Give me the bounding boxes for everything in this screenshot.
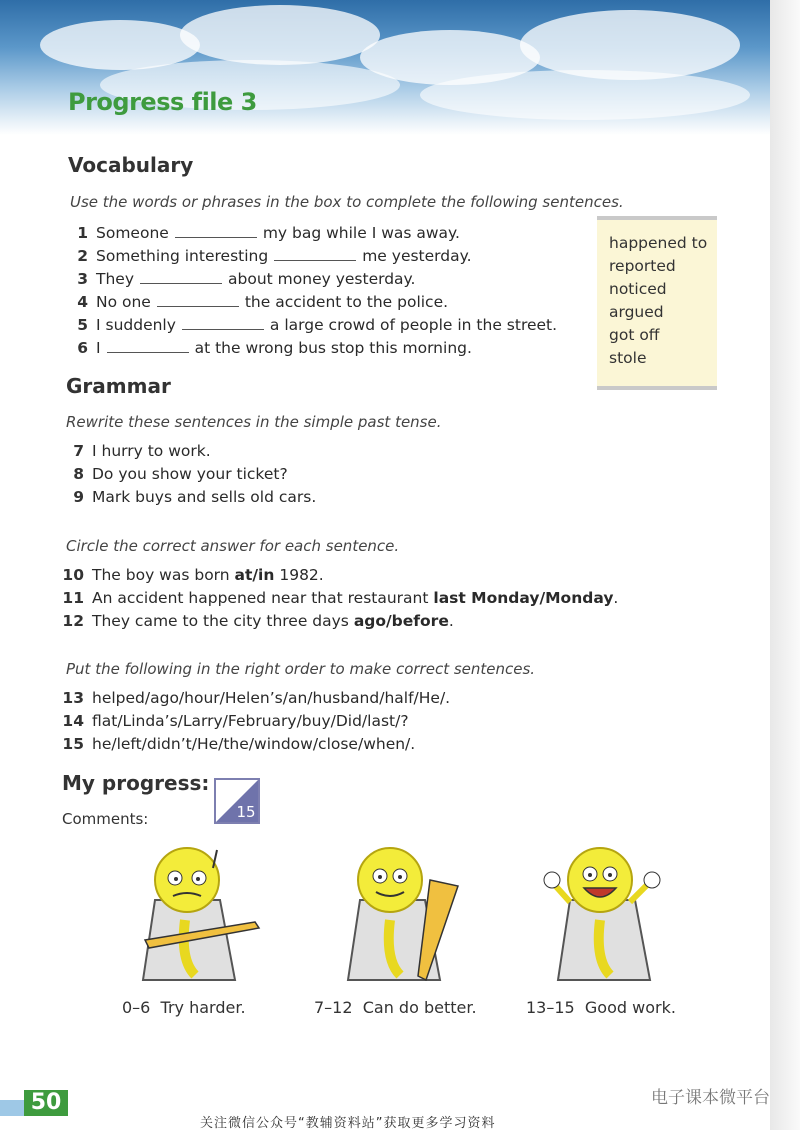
item-number: 12 [62,612,84,630]
score-value: 15 [236,803,256,821]
word-option: got off [609,326,660,344]
vocabulary-item [60,315,557,338]
my-progress-heading: My progress: [62,771,210,795]
sentence-start: An accident happened near that restaurant [92,589,434,607]
page-number-bar [0,1100,24,1116]
item-number: 11 [62,589,84,607]
grammar-item [56,689,450,712]
grammar-item [56,735,450,758]
word-option: argued [609,303,664,321]
grammar-list-1 [56,442,316,511]
sentence [96,223,460,242]
comments-label: Comments: [62,810,149,828]
grammar-heading: Grammar [66,374,171,398]
word-option: stole [609,349,647,367]
vocabulary-list [60,223,557,361]
item-number: 1 [77,224,88,242]
item-number: 6 [77,339,88,357]
grammar-item [56,612,618,635]
item-number: 10 [62,566,84,584]
sentence-end: me yesterday. [362,247,472,265]
sentence-start: Something interesting [96,247,269,265]
answer-options[interactable]: at/in [234,566,275,584]
vocabulary-item [60,292,557,315]
sentence-start: They came to the city three days [92,612,354,630]
item-number: 8 [73,465,84,483]
sentence [92,612,454,630]
sentence-start: Someone [96,224,169,242]
grammar-item [56,442,316,465]
sentence-start: They [96,270,135,288]
answer-blank[interactable] [182,315,264,330]
answer-options[interactable]: last Monday/Monday [433,589,614,607]
sentence [96,315,557,334]
sentence [92,566,324,584]
sentence-end: the accident to the police. [244,293,449,311]
word-option: noticed [609,280,667,298]
sentence-end: 1982. [274,566,324,584]
item-number: 14 [62,712,84,730]
sentence [96,246,472,265]
level-good-work: 13–15 Good work. [526,998,676,1017]
vocabulary-item [60,269,557,292]
grammar-item [56,712,450,735]
thinking-bulb-icon [330,840,470,990]
page-title: Progress file 3 [68,88,257,116]
sentence-end: . [448,612,454,630]
answer-blank[interactable] [107,338,189,353]
level-can-do-better: 7–12 Can do better. [314,998,477,1017]
sentence [96,292,448,311]
grammar-instruction-2: Circle the correct answer for each sentence. [66,537,400,555]
grammar-instruction-1: Rewrite these sentences in the simple past tense. [66,413,442,431]
sentence [92,589,618,607]
sentence-start: I [96,339,101,357]
vocabulary-instruction: Use the words or phrases in the box to complete the following sentences. [70,193,624,211]
answer-blank[interactable] [140,269,222,284]
vocabulary-heading: Vocabulary [68,153,194,177]
vocabulary-item [60,223,557,246]
grammar-item [56,488,316,511]
word-option: reported [609,257,676,275]
item-number: 15 [62,735,84,753]
sentence-start: No one [96,293,151,311]
watermark: 电子课本微平台 [651,1088,770,1108]
sentence-end: . [613,589,619,607]
item-number: 13 [62,689,84,707]
sentence-end: a large crowd of people in the street. [269,316,558,334]
answer-blank[interactable] [274,246,356,261]
grammar-list-3 [56,689,450,758]
sentence-end: at the wrong bus stop this morning. [194,339,472,357]
vocabulary-item [60,246,557,269]
answer-blank[interactable] [157,292,239,307]
grammar-item [56,589,618,612]
item-number: 5 [77,316,88,334]
sentence-end: my bag while I was away. [262,224,460,242]
word-box [597,216,717,390]
grammar-item [56,465,316,488]
item-number: 7 [73,442,84,460]
item-number: 4 [77,293,88,311]
score-badge [214,778,260,824]
footer-note: 关注微信公众号“教辅资料站”获取更多学习资料 [200,1116,496,1131]
sentence [96,338,472,357]
item-number: 2 [77,247,88,265]
vocabulary-item [60,338,557,361]
page-spine [770,0,800,1130]
sentence [96,269,415,288]
grammar-item [56,566,618,589]
word-option: happened to [609,234,708,252]
page-number: 50 [24,1090,68,1116]
answer-options[interactable]: ago/before [353,612,449,630]
sentence: flat/Linda’s/Larry/February/buy/Did/last/? [92,712,409,730]
sentence: I hurry to work. [92,442,211,460]
sentence-start: The boy was born [92,566,235,584]
frustrated-bulb-icon [125,840,265,990]
grammar-list-2 [56,566,618,635]
grammar-instruction-3: Put the following in the right order to make correct sentences. [66,660,536,678]
answer-blank[interactable] [175,223,257,238]
item-number: 3 [77,270,88,288]
sentence: Mark buys and sells old cars. [92,488,317,506]
sentence-end: about money yesterday. [228,270,416,288]
item-number: 9 [73,488,84,506]
sentence-start: I suddenly [96,316,176,334]
level-try-harder: 0–6 Try harder. [122,998,246,1017]
sentence: helped/ago/hour/Helen’s/an/husband/half/He/. [92,689,451,707]
happy-bulb-icon [540,840,680,990]
sentence: he/left/didn’t/He/the/window/close/when/. [92,735,416,753]
sentence: Do you show your ticket? [92,465,288,483]
